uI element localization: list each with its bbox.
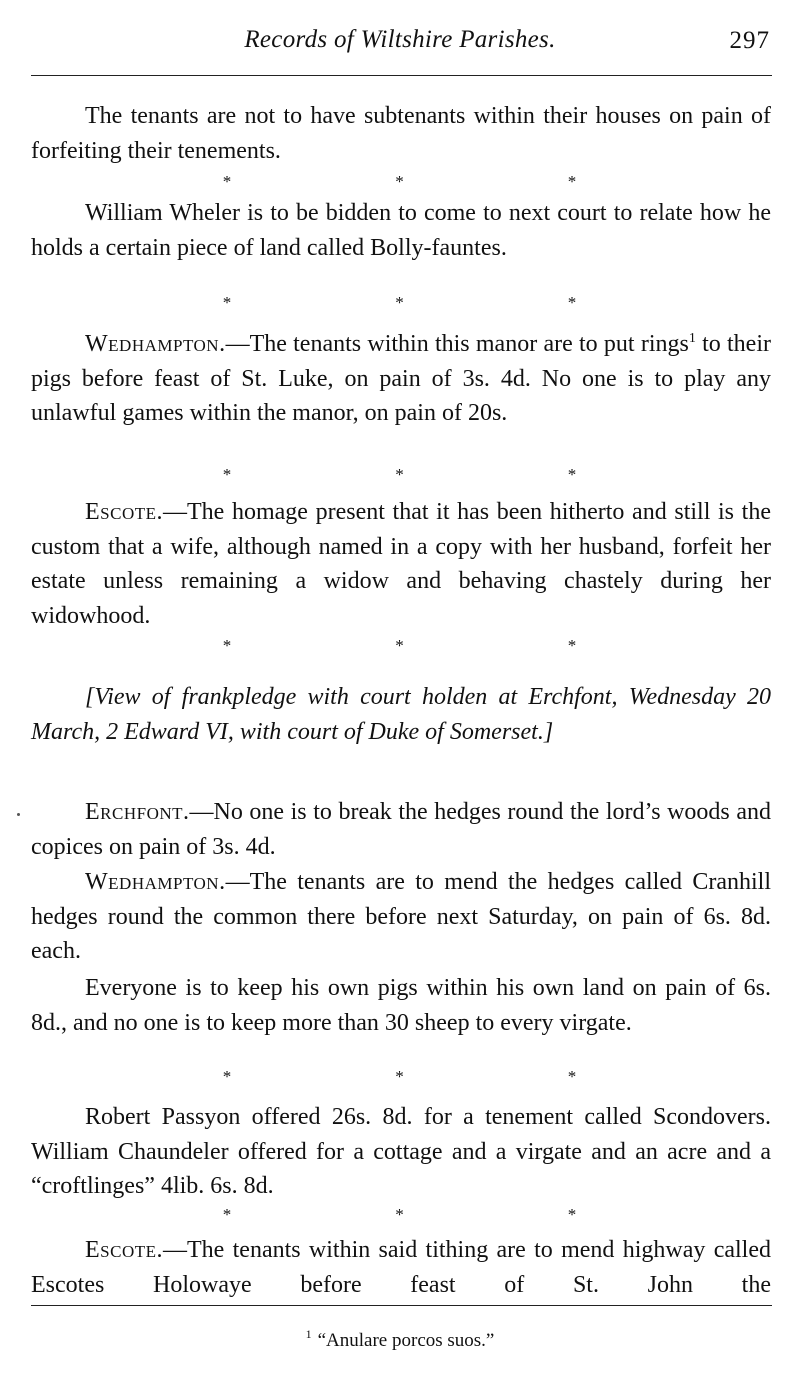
asterisk: * [222,1205,232,1224]
text-run: , and no one is to keep more than 30 sheep to every virgate. [61,1009,632,1036]
paragraph-text [31,327,771,431]
asterisk: * [395,636,404,655]
amount: 6s. 8d. [31,975,771,1036]
paragraph-text [31,1100,771,1204]
asterisk: * [222,172,232,191]
paragraph-pigs-sheep [31,971,771,1040]
paragraph-escote-holowaye [31,1233,771,1302]
paragraph-wedhampton-cranhill [31,865,771,969]
asterisk: * [567,636,577,655]
section-separator [31,293,771,313]
paragraph-tenants-subtenants [31,99,771,168]
section-separator [31,465,771,485]
paragraph-william-wheler [31,196,771,265]
header-rule [31,75,772,76]
paragraph-escote-custom [31,495,771,633]
place-name: Escote. [85,1237,163,1263]
text-run: —The homage present that it has been hitherto and still is the custom that a wife, although named in a copy with her husband, forfeit her estate unless remaining a widow and behaving chastely during her widowhood. [31,499,771,629]
paragraph-robert-passyon [31,1100,771,1204]
asterisk: * [567,465,577,484]
paragraph-text [31,971,771,1040]
text-run: to their pigs before feast of St. Luke, on pain of [31,331,771,392]
text-run: each. [31,938,81,964]
text-run: —The tenants are to mend the hedges called Cranhill hedges round the common there before next Saturday, on pain of [31,869,771,930]
section-separator [31,1205,771,1225]
place-name: Escote. [85,499,163,525]
asterisk: * [395,293,404,312]
text-run: —The tenants within this manor are to put rings [225,331,689,357]
paragraph-text [31,1233,771,1302]
asterisk: * [395,172,404,191]
section-separator [31,636,771,656]
page-number: 297 [729,27,770,54]
paragraph-text [31,495,771,633]
section-separator [31,172,771,192]
text-run: Robert Passyon offered [85,1104,332,1130]
asterisk: * [395,1067,404,1086]
text-run: for a tenement called Scondovers. William Chaundeler offered for a cottage and a virgate and an acre and a “croftlinges” [31,1104,771,1199]
paragraph-wedhampton-rings [31,327,771,431]
place-name: Wedhampton. [85,869,226,895]
paragraph-view-of-frankpledge [31,680,771,749]
asterisk: * [567,1067,577,1086]
text-run: No one is to play any unlawful games within the manor, on pain of [31,365,772,426]
paragraph-text [31,865,771,969]
asterisk: * [222,1067,232,1086]
text-run: —The tenants within said tithing are to mend highway called Escotes Holowaye before feast of St. John the [31,1237,771,1298]
paragraph-erchfont-hedges [31,795,771,864]
asterisk: * [222,293,232,312]
asterisk: * [395,1205,404,1224]
footnote-reference: 1 [688,331,696,346]
footnote-marker: 1 [305,1327,312,1341]
amount: 3s. 4d. [462,365,531,392]
asterisk: * [567,293,577,312]
paragraph-text: [View of frankpledge with court holden at Erchfont, Wednesday 20 March, 2 Edward VI, with court of Duke of Somerset.] [31,684,771,745]
footnote [0,1327,800,1352]
amount: 20s. [467,400,508,426]
amount: 3s. 4d. [212,833,276,860]
paragraph-text [31,795,771,864]
asterisk: * [222,636,232,655]
paragraph-text: William Wheler is to be bidden to come to next court to relate how he holds a certain piece of land called Bolly-fauntes. [31,200,771,261]
paragraph-text: The tenants are not to have subtenants within their houses on pain of forfeiting their tenements. [31,103,771,164]
amount: 6s. 8d. [703,903,771,930]
section-separator [31,1067,771,1087]
asterisk: * [567,1205,577,1224]
text-run: —No one is to break the hedges round the lord’s woods and copices on pain of [31,799,771,860]
amount: 4lib. 6s. 8d. [160,1173,274,1199]
text-run: Everyone is to keep his own pigs within his own land on pain of [85,975,744,1001]
place-name: Erchfont. [85,799,190,825]
footnote-rule [31,1305,772,1306]
running-header-title: Records of Wiltshire Parishes. [244,26,556,53]
asterisk: * [395,465,404,484]
asterisk: * [567,172,577,191]
amount: 26s. 8d. [331,1104,413,1130]
place-name: Wedhampton. [85,331,226,357]
asterisk: * [222,465,232,484]
print-speck [17,813,20,816]
footnote-text: “Anulare porcos suos.” [317,1330,495,1351]
